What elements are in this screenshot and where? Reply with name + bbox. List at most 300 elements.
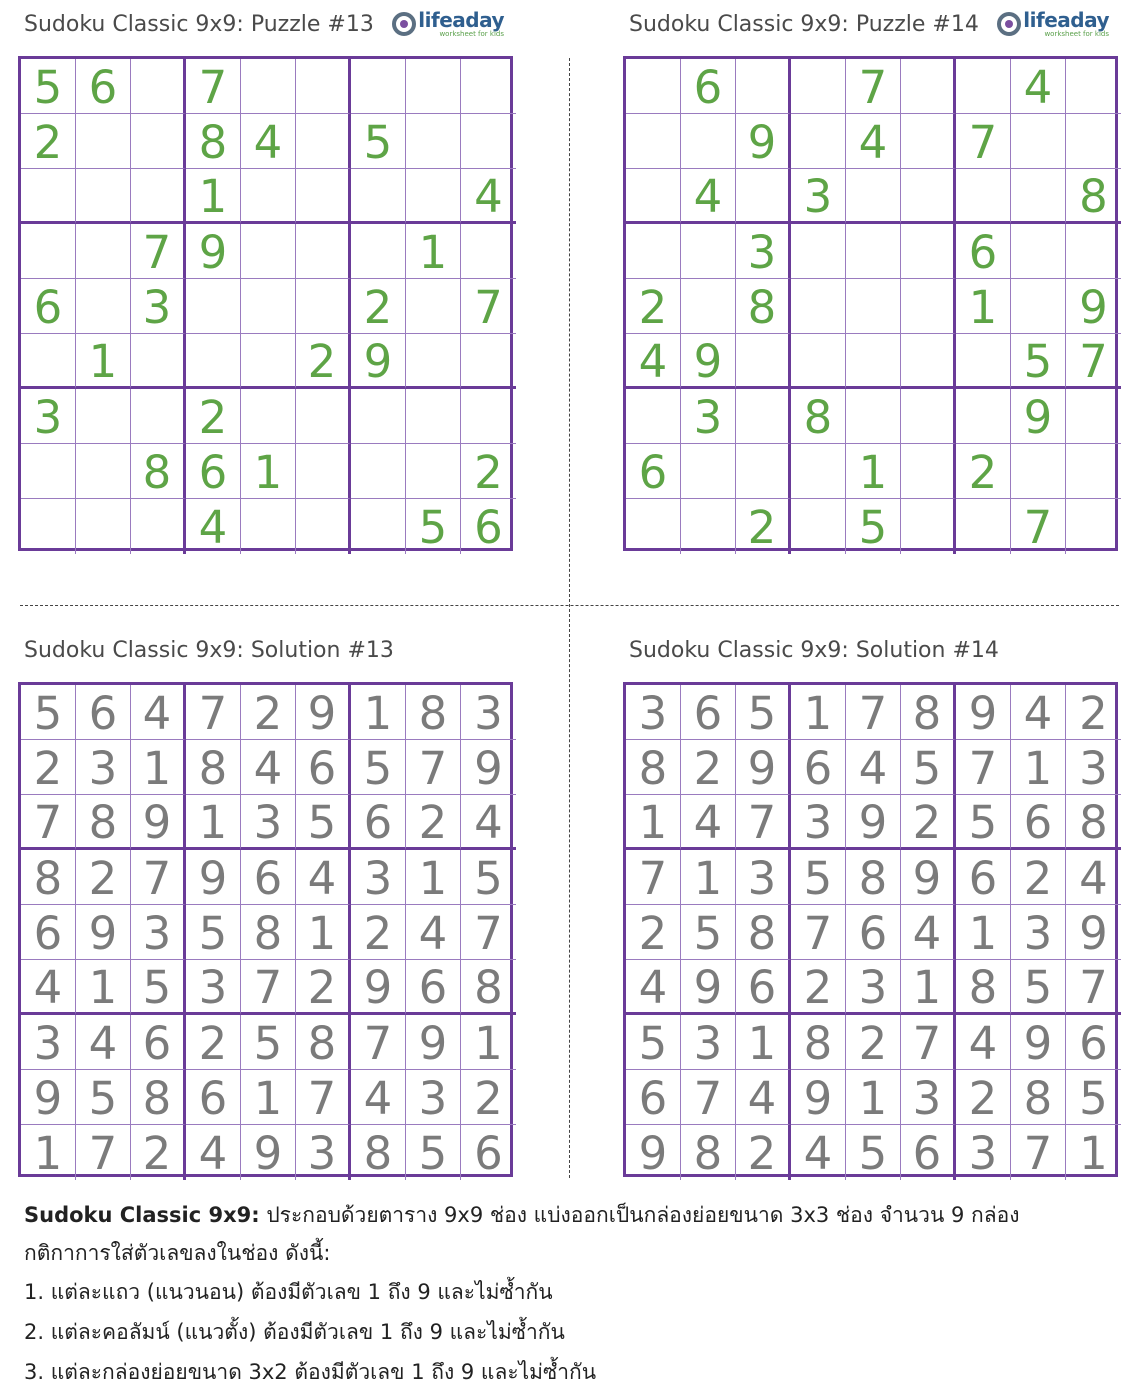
sudoku-cell: 9 xyxy=(901,850,956,905)
sudoku-cell: 4 xyxy=(241,114,296,169)
sudoku-cell xyxy=(76,389,131,444)
sudoku-cell: 8 xyxy=(351,1125,406,1180)
logo-word: lifeaday xyxy=(1023,8,1109,32)
sudoku-cell: 9 xyxy=(186,224,241,279)
sudoku-cell xyxy=(1066,224,1121,279)
sudoku-cell: 6 xyxy=(1011,795,1066,850)
lifeaday-logo xyxy=(392,10,504,38)
sudoku-cell: 2 xyxy=(461,1070,516,1125)
sudoku-cell xyxy=(76,499,131,554)
sudoku-cell: 5 xyxy=(791,850,846,905)
panel-title: Sudoku Classic 9x9: Solution #13 xyxy=(24,638,394,663)
sudoku-cell xyxy=(626,59,681,114)
sudoku-cell: 8 xyxy=(76,795,131,850)
sudoku-cell: 6 xyxy=(681,59,736,114)
sudoku-cell xyxy=(956,334,1011,389)
sudoku-cell: 2 xyxy=(21,740,76,795)
sudoku-cell xyxy=(296,389,351,444)
sudoku-cell: 9 xyxy=(736,740,791,795)
sudoku-cell xyxy=(681,444,736,499)
sudoku-cell xyxy=(406,334,461,389)
sudoku-cell xyxy=(846,389,901,444)
sudoku-cell: 6 xyxy=(131,1015,186,1070)
sudoku-cell xyxy=(846,334,901,389)
sudoku-cell: 4 xyxy=(461,795,516,850)
sudoku-cell: 7 xyxy=(351,1015,406,1070)
sudoku-cell xyxy=(956,499,1011,554)
sudoku-cell: 8 xyxy=(131,444,186,499)
sudoku-cell: 9 xyxy=(131,795,186,850)
sudoku-cell: 8 xyxy=(21,850,76,905)
sudoku-cell xyxy=(186,279,241,334)
sudoku-cell xyxy=(1011,114,1066,169)
sudoku-cell: 5 xyxy=(406,499,461,554)
panel-header xyxy=(623,0,1123,50)
sudoku-cell: 6 xyxy=(186,1070,241,1125)
sudoku-cell: 1 xyxy=(186,169,241,224)
rule-item: 3. แต่ละกล่องย่อยขนาด 3x2 ต้องมีตัวเลข 1 ถึง 9 และไม่ซ้ำกัน xyxy=(24,1360,597,1384)
sudoku-cell: 5 xyxy=(846,499,901,554)
sudoku-cell: 5 xyxy=(461,850,516,905)
sudoku-cell xyxy=(296,59,351,114)
sudoku-cell: 4 xyxy=(241,740,296,795)
sudoku-cell xyxy=(626,499,681,554)
sudoku-cell: 4 xyxy=(296,850,351,905)
sudoku-cell: 9 xyxy=(681,960,736,1015)
sudoku-cell: 2 xyxy=(736,1125,791,1180)
sudoku-cell xyxy=(241,59,296,114)
sudoku-cell xyxy=(901,499,956,554)
logo-tagline: worksheet for kids xyxy=(439,30,504,38)
sudoku-cell xyxy=(76,224,131,279)
sudoku-cell: 3 xyxy=(406,1070,461,1125)
sudoku-cell: 3 xyxy=(791,795,846,850)
sudoku-cell: 1 xyxy=(901,960,956,1015)
sudoku-cell: 8 xyxy=(626,740,681,795)
sudoku-cell: 4 xyxy=(1066,850,1121,905)
sudoku-cell: 4 xyxy=(21,960,76,1015)
sudoku-cell: 1 xyxy=(241,1070,296,1125)
sudoku-cell xyxy=(626,169,681,224)
sudoku-cell: 7 xyxy=(406,740,461,795)
sudoku-cell xyxy=(1011,224,1066,279)
panel-header xyxy=(18,0,518,50)
sudoku-cell xyxy=(76,444,131,499)
sudoku-cell: 2 xyxy=(791,960,846,1015)
sudoku-cell: 6 xyxy=(681,685,736,740)
sudoku-cell xyxy=(681,279,736,334)
sudoku-cell: 2 xyxy=(846,1015,901,1070)
lifeaday-mark-icon xyxy=(392,12,416,36)
sudoku-cell: 5 xyxy=(351,114,406,169)
sudoku-cell: 5 xyxy=(351,740,406,795)
sudoku-cell: 1 xyxy=(21,1125,76,1180)
rule-item: 1. แต่ละแถว (แนวนอน) ต้องมีตัวเลข 1 ถึง 9 และไม่ซ้ำกัน xyxy=(24,1280,553,1304)
sudoku-cell: 9 xyxy=(1066,279,1121,334)
sudoku-cell: 1 xyxy=(681,850,736,905)
sudoku-cell xyxy=(461,334,516,389)
sudoku-cell: 3 xyxy=(956,1125,1011,1180)
sudoku-cell: 7 xyxy=(791,905,846,960)
sudoku-cell: 3 xyxy=(736,850,791,905)
sudoku-cell: 9 xyxy=(791,1070,846,1125)
sudoku-cell: 7 xyxy=(1066,334,1121,389)
sudoku-cell: 1 xyxy=(626,795,681,850)
rule-item: 2. แต่ละคอลัมน์ (แนวตั้ง) ต้องมีตัวเลข 1 ถึง 9 และไม่ซ้ำกัน xyxy=(24,1320,565,1344)
sudoku-cell: 1 xyxy=(76,960,131,1015)
sudoku-cell xyxy=(846,169,901,224)
sudoku-cell xyxy=(736,59,791,114)
sudoku-cell xyxy=(296,224,351,279)
sudoku-cell: 6 xyxy=(791,740,846,795)
sudoku-cell xyxy=(461,224,516,279)
panel-title: Sudoku Classic 9x9: Solution #14 xyxy=(629,638,999,663)
sudoku-cell xyxy=(846,224,901,279)
sudoku-cell: 8 xyxy=(1011,1070,1066,1125)
sudoku-cell xyxy=(956,169,1011,224)
sudoku-cell xyxy=(406,114,461,169)
sudoku-cell xyxy=(21,444,76,499)
horizontal-cut-line xyxy=(20,605,1119,606)
sudoku-cell: 9 xyxy=(681,334,736,389)
sudoku-cell: 3 xyxy=(21,1015,76,1070)
sudoku-cell: 9 xyxy=(956,685,1011,740)
sudoku-cell: 4 xyxy=(626,334,681,389)
sudoku-cell: 8 xyxy=(461,960,516,1015)
lifeaday-mark-icon xyxy=(997,12,1021,36)
sudoku-cell: 3 xyxy=(241,795,296,850)
sudoku-cell: 7 xyxy=(1066,960,1121,1015)
sudoku-grid xyxy=(18,56,513,554)
sudoku-cell: 6 xyxy=(241,850,296,905)
sudoku-cell: 5 xyxy=(186,905,241,960)
sudoku-cell: 3 xyxy=(76,740,131,795)
sudoku-cell: 4 xyxy=(351,1070,406,1125)
sudoku-cell: 4 xyxy=(1011,59,1066,114)
sudoku-cell: 5 xyxy=(1011,960,1066,1015)
sudoku-cell: 1 xyxy=(351,685,406,740)
sudoku-cell: 1 xyxy=(846,1070,901,1125)
sudoku-cell: 4 xyxy=(1011,685,1066,740)
sudoku-cell: 3 xyxy=(901,1070,956,1125)
sudoku-cell: 3 xyxy=(681,389,736,444)
sudoku-cell: 1 xyxy=(76,334,131,389)
sudoku-cell: 5 xyxy=(1066,1070,1121,1125)
sudoku-cell: 2 xyxy=(626,279,681,334)
sudoku-cell: 3 xyxy=(296,1125,351,1180)
sudoku-cell xyxy=(406,444,461,499)
sudoku-cell: 9 xyxy=(241,1125,296,1180)
sudoku-cell xyxy=(901,334,956,389)
sudoku-cell xyxy=(901,444,956,499)
sudoku-cell: 5 xyxy=(241,1015,296,1070)
sudoku-cell: 5 xyxy=(131,960,186,1015)
sudoku-cell xyxy=(296,499,351,554)
sudoku-cell: 1 xyxy=(241,444,296,499)
sudoku-cell xyxy=(406,59,461,114)
sudoku-cell xyxy=(791,59,846,114)
sudoku-cell: 1 xyxy=(791,685,846,740)
sudoku-cell: 4 xyxy=(76,1015,131,1070)
sudoku-cell: 4 xyxy=(461,169,516,224)
sudoku-cell: 8 xyxy=(791,1015,846,1070)
sudoku-cell: 2 xyxy=(461,444,516,499)
sudoku-cell: 7 xyxy=(76,1125,131,1180)
sudoku-cell: 7 xyxy=(846,59,901,114)
sudoku-cell: 2 xyxy=(901,795,956,850)
sudoku-cell: 5 xyxy=(21,685,76,740)
sudoku-cell: 6 xyxy=(21,905,76,960)
sudoku-cell xyxy=(791,224,846,279)
sudoku-cell: 5 xyxy=(846,1125,901,1180)
sudoku-cell xyxy=(681,499,736,554)
sudoku-cell: 6 xyxy=(76,59,131,114)
sudoku-cell xyxy=(681,114,736,169)
sudoku-cell: 3 xyxy=(186,960,241,1015)
sudoku-cell: 7 xyxy=(901,1015,956,1070)
sudoku-cell: 2 xyxy=(1066,685,1121,740)
sudoku-cell: 2 xyxy=(681,740,736,795)
sudoku-grid xyxy=(623,56,1118,554)
sudoku-cell xyxy=(1066,389,1121,444)
sudoku-cell: 3 xyxy=(736,224,791,279)
sudoku-cell: 8 xyxy=(241,905,296,960)
sudoku-cell: 7 xyxy=(131,850,186,905)
sudoku-cell: 1 xyxy=(186,795,241,850)
sudoku-cell: 1 xyxy=(406,850,461,905)
sudoku-cell: 7 xyxy=(21,795,76,850)
sudoku-cell: 7 xyxy=(131,224,186,279)
sudoku-cell: 4 xyxy=(791,1125,846,1180)
sudoku-cell: 6 xyxy=(846,905,901,960)
solution-14-panel xyxy=(623,626,1123,1180)
sudoku-cell: 4 xyxy=(956,1015,1011,1070)
sudoku-cell: 8 xyxy=(186,114,241,169)
sudoku-cell xyxy=(791,279,846,334)
rules-section xyxy=(24,1196,1124,1392)
sudoku-cell: 9 xyxy=(1011,389,1066,444)
sudoku-cell: 2 xyxy=(406,795,461,850)
sudoku-cell: 5 xyxy=(1011,334,1066,389)
sudoku-cell: 8 xyxy=(846,850,901,905)
sudoku-cell: 6 xyxy=(474,501,503,554)
sudoku-cell: 3 xyxy=(461,685,516,740)
sudoku-cell: 2 xyxy=(1011,850,1066,905)
sudoku-cell: 9 xyxy=(846,795,901,850)
sudoku-cell: 6 xyxy=(186,444,241,499)
sudoku-cell xyxy=(1066,59,1121,114)
sudoku-cell xyxy=(21,224,76,279)
sudoku-cell: 2 xyxy=(21,114,76,169)
sudoku-cell xyxy=(131,334,186,389)
sudoku-cell xyxy=(461,59,516,114)
rules-intro-line1: ประกอบด้วยตาราง 9x9 ช่อง แบ่งออกเป็นกล่องย่อยขนาด 3x3 ช่อง จำนวน 9 กล่อง xyxy=(259,1203,1020,1227)
sudoku-cell xyxy=(21,499,76,554)
sudoku-cell: 4 xyxy=(681,169,736,224)
logo-tagline: worksheet for kids xyxy=(1044,30,1109,38)
sudoku-cell: 7 xyxy=(846,685,901,740)
logo-word: lifeaday xyxy=(418,8,504,32)
sudoku-cell xyxy=(1011,444,1066,499)
sudoku-cell: 8 xyxy=(956,960,1011,1015)
sudoku-cell xyxy=(1011,169,1066,224)
sudoku-cell xyxy=(846,279,901,334)
sudoku-cell: 9 xyxy=(626,1125,681,1180)
sudoku-cell: 7 xyxy=(1011,1125,1066,1180)
sudoku-cell: 6 xyxy=(406,960,461,1015)
sudoku-cell xyxy=(461,114,516,169)
sudoku-cell: 1 xyxy=(131,740,186,795)
sudoku-cell: 4 xyxy=(736,1070,791,1125)
sudoku-cell: 7 xyxy=(626,850,681,905)
sudoku-grid xyxy=(623,682,1118,1180)
sudoku-cell xyxy=(736,169,791,224)
sudoku-cell: 1 xyxy=(406,224,461,279)
sudoku-cell: 9 xyxy=(1011,1015,1066,1070)
sudoku-cell: 8 xyxy=(1066,169,1121,224)
sudoku-cell: 8 xyxy=(901,685,956,740)
sudoku-cell xyxy=(1066,499,1121,554)
sudoku-cell: 6 xyxy=(956,224,1011,279)
sudoku-cell: 9 xyxy=(76,905,131,960)
lifeaday-logo xyxy=(997,10,1109,38)
sudoku-cell: 2 xyxy=(241,685,296,740)
sudoku-cell: 9 xyxy=(351,960,406,1015)
sudoku-cell: 5 xyxy=(956,795,1011,850)
sudoku-cell: 2 xyxy=(296,960,351,1015)
sudoku-cell: 9 xyxy=(351,334,406,389)
sudoku-cell: 4 xyxy=(846,114,901,169)
sudoku-cell: 1 xyxy=(1011,740,1066,795)
sudoku-cell: 9 xyxy=(296,685,351,740)
sudoku-cell: 4 xyxy=(901,905,956,960)
sudoku-cell xyxy=(186,334,241,389)
sudoku-cell xyxy=(351,444,406,499)
sudoku-cell: 9 xyxy=(406,1015,461,1070)
sudoku-cell xyxy=(681,224,736,279)
sudoku-cell: 7 xyxy=(186,685,241,740)
sudoku-cell: 1 xyxy=(736,1015,791,1070)
sudoku-cell: 9 xyxy=(736,114,791,169)
sudoku-cell xyxy=(791,444,846,499)
sudoku-cell: 6 xyxy=(626,444,681,499)
sudoku-cell: 6 xyxy=(351,795,406,850)
sudoku-cell: 2 xyxy=(186,1015,241,1070)
sudoku-cell xyxy=(626,224,681,279)
sudoku-cell: 4 xyxy=(186,1125,241,1180)
sudoku-cell: 4 xyxy=(186,499,241,554)
sudoku-cell: 8 xyxy=(681,1125,736,1180)
rules-intro-line2: กติกาการใส่ตัวเลขลงในช่อง ดังนี้: xyxy=(24,1241,331,1265)
sudoku-cell: 8 xyxy=(1066,795,1121,850)
panel-title: Sudoku Classic 9x9: Puzzle #13 xyxy=(24,12,374,37)
sudoku-cell: 8 xyxy=(131,1070,186,1125)
sudoku-cell: 7 xyxy=(296,1070,351,1125)
sudoku-cell xyxy=(241,224,296,279)
sudoku-cell xyxy=(76,114,131,169)
sudoku-cell: 1 xyxy=(846,444,901,499)
panel-header xyxy=(623,626,1123,676)
sudoku-cell: 8 xyxy=(186,740,241,795)
sudoku-cell: 2 xyxy=(351,905,406,960)
sudoku-cell: 8 xyxy=(791,389,846,444)
sudoku-cell: 1 xyxy=(956,279,1011,334)
sudoku-cell: 1 xyxy=(1079,1127,1108,1180)
sudoku-cell: 5 xyxy=(76,1070,131,1125)
sudoku-cell xyxy=(131,499,186,554)
sudoku-cell: 4 xyxy=(406,905,461,960)
sudoku-cell: 1 xyxy=(956,905,1011,960)
sudoku-cell: 9 xyxy=(1066,905,1121,960)
sudoku-cell xyxy=(241,499,296,554)
sudoku-cell: 6 xyxy=(474,1127,503,1180)
solution-13-panel xyxy=(18,626,518,1180)
sudoku-cell: 3 xyxy=(626,685,681,740)
puzzle-13-panel xyxy=(18,0,518,554)
sudoku-cell: 7 xyxy=(736,795,791,850)
sudoku-cell xyxy=(901,224,956,279)
sudoku-cell xyxy=(296,279,351,334)
sudoku-cell: 7 xyxy=(1011,499,1066,554)
sudoku-cell: 3 xyxy=(846,960,901,1015)
sudoku-cell xyxy=(296,114,351,169)
sudoku-cell: 7 xyxy=(461,279,516,334)
sudoku-cell: 4 xyxy=(681,795,736,850)
sudoku-cell: 5 xyxy=(681,905,736,960)
puzzle-14-panel xyxy=(623,0,1123,554)
sudoku-cell: 4 xyxy=(131,685,186,740)
sudoku-cell: 7 xyxy=(186,59,241,114)
sudoku-cell: 1 xyxy=(296,905,351,960)
sudoku-cell xyxy=(76,279,131,334)
sudoku-cell: 3 xyxy=(131,905,186,960)
sudoku-cell: 9 xyxy=(21,1070,76,1125)
sudoku-cell xyxy=(21,334,76,389)
sudoku-cell: 2 xyxy=(736,499,791,554)
sudoku-cell xyxy=(131,169,186,224)
sudoku-cell: 8 xyxy=(736,279,791,334)
sudoku-cell xyxy=(901,389,956,444)
sudoku-cell xyxy=(296,444,351,499)
sudoku-cell xyxy=(956,59,1011,114)
sudoku-cell xyxy=(901,59,956,114)
sudoku-cell xyxy=(131,114,186,169)
rules-heading: Sudoku Classic 9x9: xyxy=(24,1203,260,1227)
sudoku-cell: 3 xyxy=(791,169,846,224)
sudoku-cell xyxy=(131,59,186,114)
sudoku-cell xyxy=(351,499,406,554)
sudoku-cell xyxy=(1066,444,1121,499)
sudoku-cell xyxy=(626,389,681,444)
vertical-cut-line xyxy=(569,58,570,1178)
sudoku-cell: 6 xyxy=(956,850,1011,905)
sudoku-cell: 5 xyxy=(901,740,956,795)
sudoku-cell: 6 xyxy=(1066,1015,1121,1070)
sudoku-cell xyxy=(1011,279,1066,334)
sudoku-cell: 2 xyxy=(296,334,351,389)
sudoku-cell xyxy=(901,114,956,169)
sudoku-cell: 7 xyxy=(681,1070,736,1125)
sudoku-cell xyxy=(241,389,296,444)
sudoku-cell: 5 xyxy=(626,1015,681,1070)
sudoku-cell: 3 xyxy=(351,850,406,905)
sudoku-cell: 2 xyxy=(956,1070,1011,1125)
sudoku-cell: 2 xyxy=(76,850,131,905)
sudoku-cell: 5 xyxy=(736,685,791,740)
sudoku-cell xyxy=(901,279,956,334)
sudoku-cell: 3 xyxy=(681,1015,736,1070)
sudoku-cell xyxy=(241,169,296,224)
